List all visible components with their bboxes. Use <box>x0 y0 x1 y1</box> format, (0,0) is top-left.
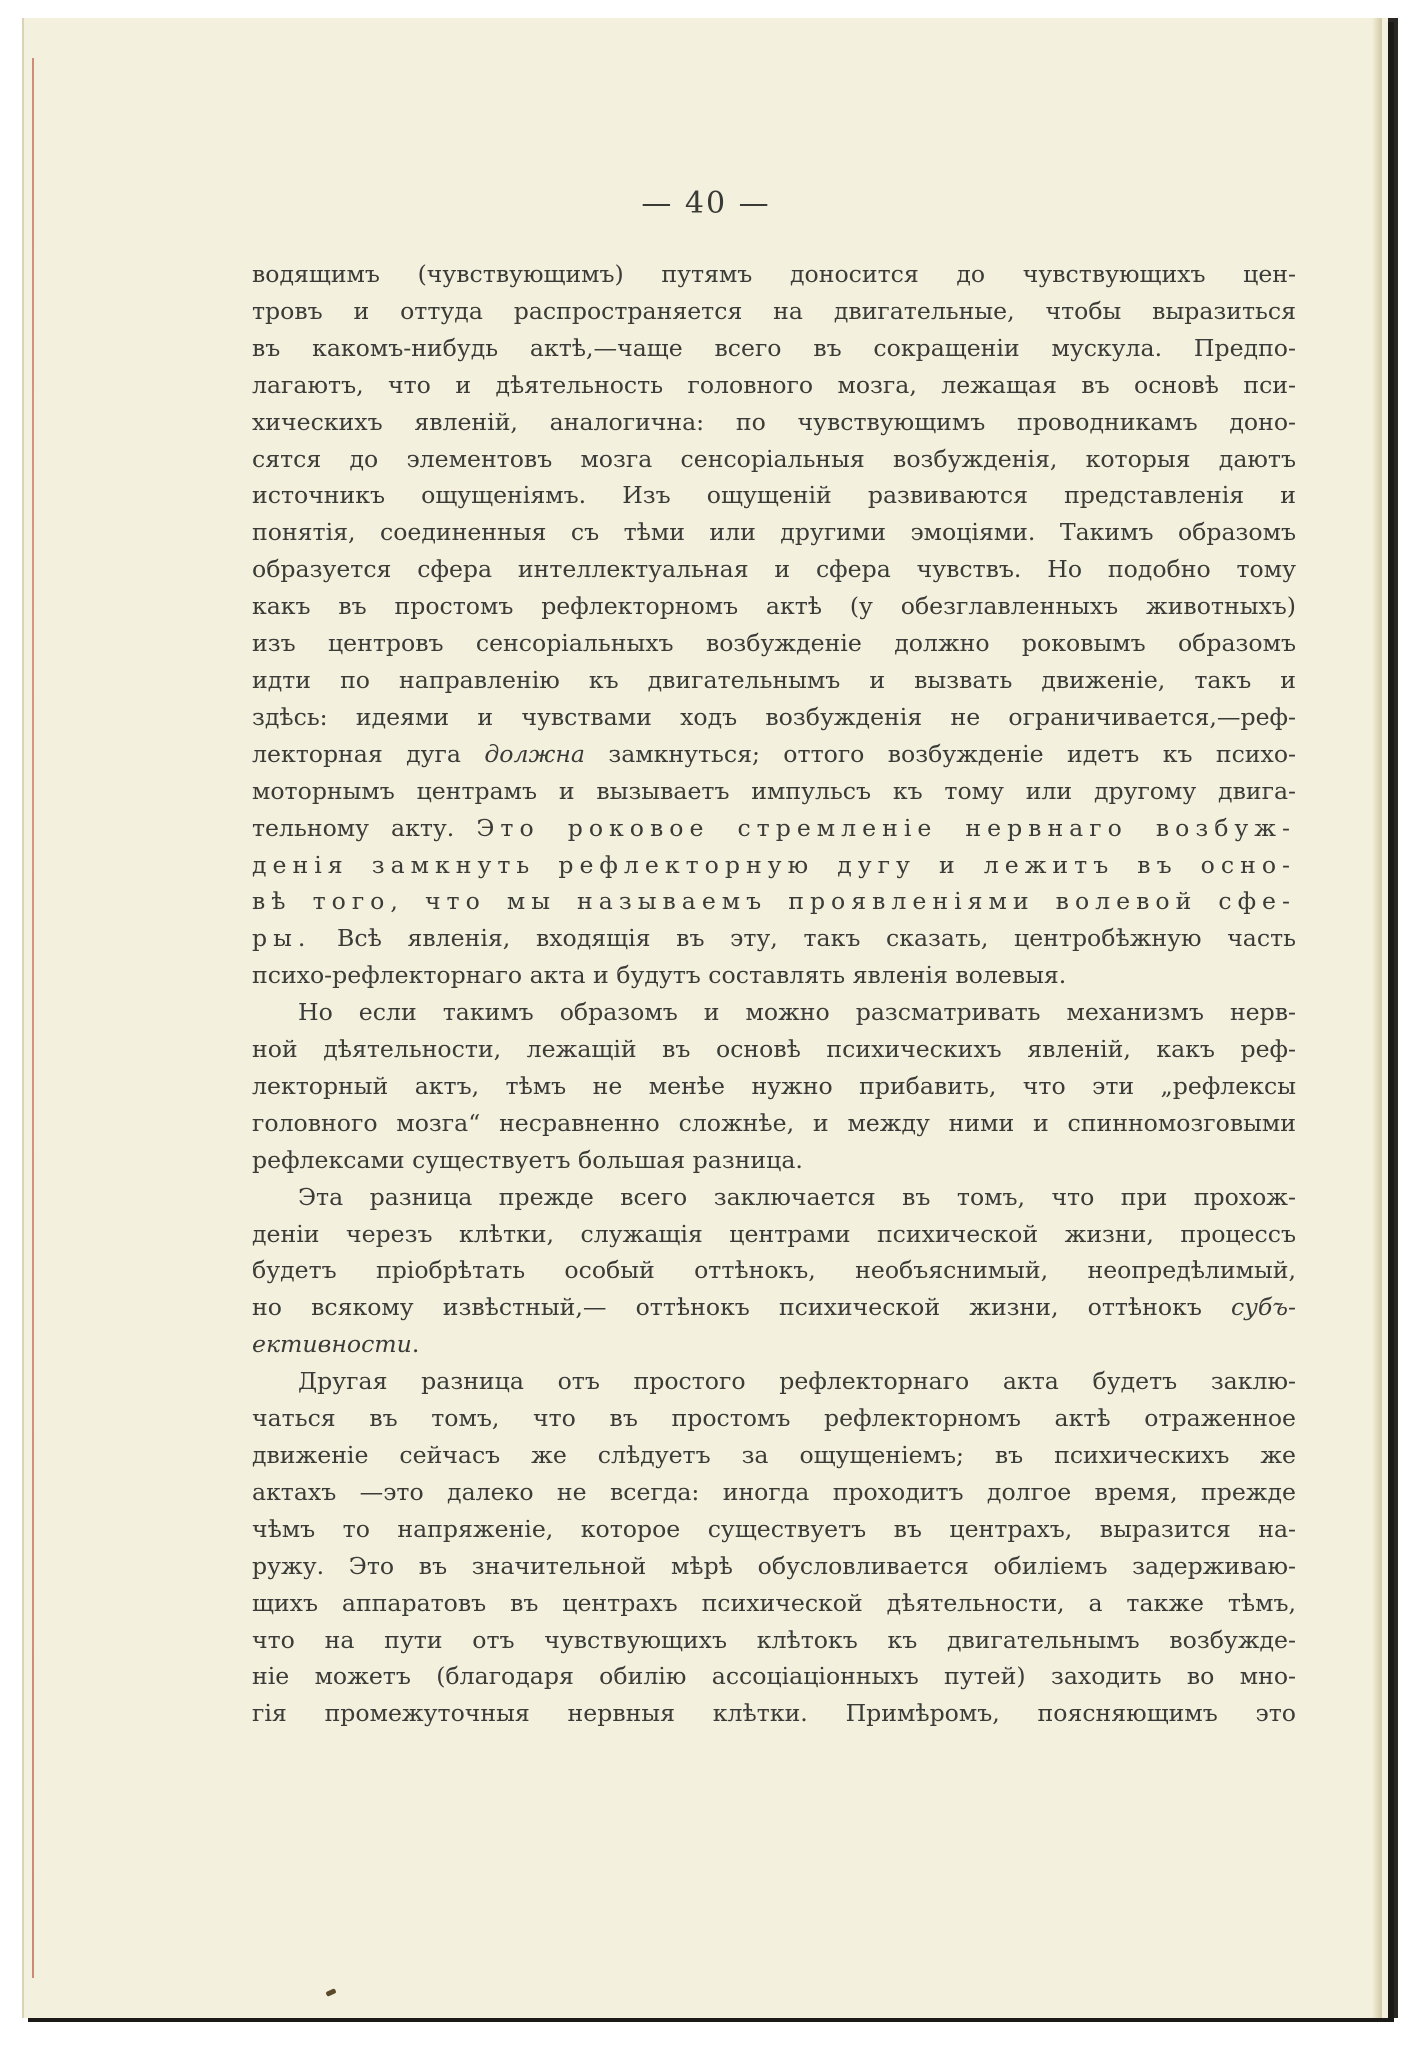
text-line: гія промежуточныя нервныя клѣтки. Примѣромъ, поясняющимъ это <box>252 1699 1296 1728</box>
body-text <box>252 256 1296 1732</box>
text-line: психо-рефлекторнаго акта и будутъ составлять явленія волевыя. <box>252 961 1067 990</box>
text-line: въ какомъ-нибудь актѣ,—чаще всего въ сокращеніи мускула. Предпо- <box>252 333 1296 362</box>
text-line: здѣсь: идеями и чувствами ходъ возбужденія не ограничивается,—реф- <box>252 702 1296 731</box>
text-segment: замкнуться; оттого возбужденіе идетъ къ психо- <box>584 739 1296 768</box>
italic-emphasis: субъ- <box>1231 1293 1296 1322</box>
paragraph-first-line: Эта разница прежде всего заключается въ томъ, что при прохож- <box>298 1182 1296 1211</box>
text-line: понятія, соединенныя съ тѣми или другими эмоціями. Такимъ образомъ <box>252 518 1296 547</box>
text-line: какъ въ простомъ рефлекторномъ актѣ (у обезглавленныхъ животныхъ) <box>252 592 1296 621</box>
text-line: деніи черезъ клѣтки, служащія центрами психической жизни, процессъ <box>252 1219 1296 1248</box>
text-segment: тельному акту. <box>252 813 477 842</box>
ink-speck <box>325 1988 336 1997</box>
text-line <box>252 810 1296 847</box>
text-line: лагаютъ, что и дѣятельность головного мозга, лежащая въ основѣ пси- <box>252 370 1296 399</box>
text-line: изъ центровъ сенсоріальныхъ возбужденіе должно роковымъ образомъ <box>252 629 1296 658</box>
text-line: образуется сфера интеллектуальная и сфера чувствъ. Но подобно тому <box>252 555 1296 584</box>
spaced-emphasis-line: денія замкнуть рефлекторную дугу и лежитъ въ осно- <box>252 850 1296 879</box>
text-line: тровъ и оттуда распространяется на двигательные, чтобы выразиться <box>252 296 1296 325</box>
spaced-emphasis-line: вѣ того, что мы называемъ проявленіями волевой сфе- <box>252 887 1296 916</box>
text-line: ной дѣятельности, лежащій въ основѣ психическихъ явленій, какъ реф- <box>252 1035 1296 1064</box>
text-line: источникъ ощущеніямъ. Изъ ощущеній развиваются представленія и <box>252 481 1296 510</box>
text-line: головного мозга“ несравненно сложнѣе, и между ними и спинномозговыми <box>252 1108 1296 1137</box>
text-line: рефлексами существуетъ большая разница. <box>252 1145 803 1174</box>
text-segment: . <box>411 1330 420 1359</box>
spaced-emphasis: ры. <box>252 924 312 953</box>
text-line: водящимъ (чувствующимъ) путямъ доносится до чувствующихъ цен- <box>252 260 1296 288</box>
text-line: актахъ —это далеко не всегда: иногда проходитъ долгое время, прежде <box>252 1477 1296 1506</box>
text-line: хическихъ явленій, аналогична: по чувствующимъ проводникамъ доно- <box>252 407 1296 436</box>
text-line: моторнымъ центрамъ и вызываетъ импульсъ къ тому или другому двига- <box>252 776 1296 805</box>
text-line: будетъ пріобрѣтать особый оттѣнокъ, необъяснимый, неопредѣлимый, <box>252 1256 1296 1285</box>
paragraph-first-line: Но если такимъ образомъ и можно разсматривать механизмъ нерв- <box>298 998 1296 1027</box>
text-line: что на пути отъ чувствующихъ клѣтокъ къ двигательнымъ возбужде- <box>252 1625 1296 1654</box>
text-line: щихъ аппаратовъ въ центрахъ психической дѣятельности, а также тѣмъ, <box>252 1588 1296 1617</box>
spaced-emphasis: Это роковое стремленіе нервнаго возбуж- <box>476 813 1296 842</box>
text-line <box>252 1289 1296 1326</box>
book-page <box>22 18 1388 2018</box>
text-line: сятся до элементовъ мозга сенсоріальныя возбужденія, которыя даютъ <box>252 444 1296 473</box>
text-line: чѣмъ то напряженіе, которое существуетъ въ центрахъ, выразится на- <box>252 1514 1296 1543</box>
text-segment: Всѣ явленія, входящія въ эту, такъ сказать, центробѣжную часть <box>311 924 1296 953</box>
text-line <box>252 736 1296 773</box>
text-line: чаться въ томъ, что въ простомъ рефлекторномъ актѣ отраженное <box>252 1404 1296 1433</box>
text-segment: но всякому извѣстный,— оттѣнокъ психической жизни, оттѣнокъ <box>252 1293 1231 1322</box>
text-line <box>252 1326 1296 1363</box>
text-line: идти по направленію къ двигательнымъ и вызвать движеніе, такъ и <box>252 665 1296 694</box>
italic-emphasis: ективности <box>252 1330 412 1359</box>
text-line: лекторный актъ, тѣмъ не менѣе нужно прибавить, что эти „рефлексы <box>252 1071 1296 1100</box>
text-line: ружу. Это въ значительной мѣрѣ обусловливается обиліемъ задерживаю- <box>252 1551 1296 1580</box>
paragraph-first-line: Другая разница отъ простого рефлекторнаго акта будетъ заклю- <box>298 1367 1296 1396</box>
italic-emphasis: должна <box>484 739 585 768</box>
text-line: движеніе сейчасъ же слѣдуетъ за ощущеніемъ; въ психическихъ же <box>252 1441 1296 1469</box>
text-segment: лекторная дуга <box>252 739 485 768</box>
text-line <box>252 920 1296 957</box>
text-line: ніе можетъ (благодаря обилію ассоціаціонныхъ путей) заходить во мно- <box>252 1662 1296 1691</box>
page-number: — 40 — <box>641 186 771 221</box>
